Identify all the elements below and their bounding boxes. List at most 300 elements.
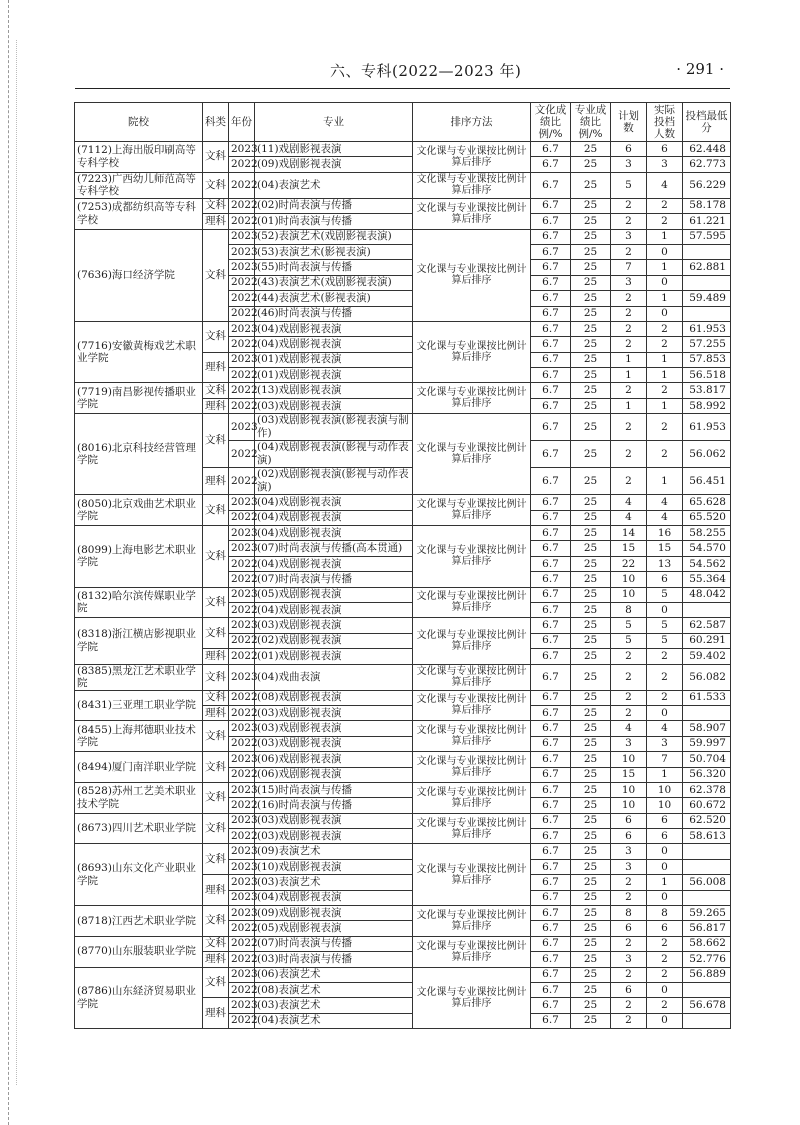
major-ratio-cell: 25	[571, 495, 611, 510]
min-score-cell: 61.953	[683, 321, 731, 336]
plan-cell: 2	[611, 936, 647, 951]
actual-cell: 7	[647, 752, 683, 767]
min-score-cell: 58.255	[683, 526, 731, 541]
min-score-cell: 54.562	[683, 556, 731, 571]
culture-ratio-cell: 6.7	[531, 172, 571, 198]
major-ratio-cell: 25	[571, 306, 611, 321]
school-name: (8718)江西艺术职业学院	[75, 906, 203, 937]
major-ratio-cell: 25	[571, 1013, 611, 1028]
min-score-cell: 50.704	[683, 752, 731, 767]
major-ratio-cell: 25	[571, 229, 611, 244]
school-name: (8099)上海电影艺术职业学院	[75, 526, 203, 588]
actual-cell: 0	[647, 275, 683, 290]
plan-cell: 15	[611, 541, 647, 556]
min-score-cell: 58.178	[683, 198, 731, 213]
culture-ratio-cell: 6.7	[531, 244, 571, 259]
category-cell: 文科	[203, 721, 229, 752]
actual-cell: 1	[647, 875, 683, 890]
major-ratio-cell: 25	[571, 859, 611, 874]
plan-cell: 2	[611, 967, 647, 982]
plan-cell: 6	[611, 142, 647, 157]
culture-ratio-cell: 6.7	[531, 875, 571, 890]
actual-cell: 0	[647, 844, 683, 859]
culture-ratio-cell: 6.7	[531, 157, 571, 172]
actual-cell: 4	[647, 510, 683, 525]
plan-cell: 2	[611, 468, 647, 495]
year-cell: 2023	[229, 526, 255, 541]
category-cell: 理科	[203, 398, 229, 413]
major-cell: (03)时尚表演与传播	[255, 952, 413, 967]
table-row	[75, 321, 731, 336]
min-score-cell	[683, 244, 731, 259]
major-ratio-cell: 25	[571, 337, 611, 352]
category-cell: 文科	[203, 172, 229, 198]
school-name: (8050)北京戏曲艺术职业学院	[75, 495, 203, 526]
major-ratio-cell: 25	[571, 844, 611, 859]
culture-ratio-cell: 6.7	[531, 214, 571, 229]
col-major: 专业	[255, 103, 413, 142]
school-name: (8016)北京科技经营管理学院	[75, 414, 203, 495]
plan-cell: 2	[611, 337, 647, 352]
major-cell: (04)戏剧影视表演	[255, 602, 413, 617]
plan-cell: 2	[611, 1013, 647, 1028]
actual-cell: 10	[647, 782, 683, 797]
category-cell: 文科	[203, 936, 229, 951]
school-name: (7112)上海出版印刷高等专科学校	[75, 142, 203, 173]
min-score-cell: 61.953	[683, 414, 731, 441]
year-cell: 2023	[229, 414, 255, 441]
major-cell: (04)戏剧影视表演(影视与动作表演)	[255, 441, 413, 468]
actual-cell: 1	[647, 468, 683, 495]
major-cell: (10)戏剧影视表演	[255, 859, 413, 874]
min-score-cell: 62.587	[683, 618, 731, 633]
culture-ratio-cell: 6.7	[531, 337, 571, 352]
actual-cell: 2	[647, 214, 683, 229]
category-cell: 文科	[203, 526, 229, 588]
major-cell: (13)戏剧影视表演	[255, 383, 413, 398]
category-cell: 文科	[203, 906, 229, 937]
min-score-cell	[683, 844, 731, 859]
major-cell: (03)戏剧影视表演	[255, 829, 413, 844]
year-cell: 2022	[229, 633, 255, 648]
school-name: (8673)四川艺术职业学院	[75, 813, 203, 844]
plan-cell: 2	[611, 690, 647, 705]
actual-cell: 5	[647, 633, 683, 648]
table-row	[75, 936, 731, 951]
method-cell: 文化课与专业课按比例计算后排序	[413, 752, 531, 783]
min-score-cell: 52.776	[683, 952, 731, 967]
min-score-cell	[683, 275, 731, 290]
table-body	[75, 142, 731, 1029]
binding-edge	[8, 0, 15, 1125]
min-score-cell: 56.062	[683, 441, 731, 468]
major-cell: (03)戏剧影视表演	[255, 398, 413, 413]
plan-cell: 2	[611, 890, 647, 905]
actual-cell: 2	[647, 952, 683, 967]
major-ratio-cell: 25	[571, 782, 611, 797]
actual-cell: 5	[647, 618, 683, 633]
actual-cell: 1	[647, 229, 683, 244]
min-score-cell	[683, 1013, 731, 1028]
category-cell: 文科	[203, 142, 229, 173]
actual-cell: 4	[647, 721, 683, 736]
major-cell: (01)戏剧影视表演	[255, 352, 413, 367]
school-name: (8455)上海邦德职业技术学院	[75, 721, 203, 752]
category-cell: 文科	[203, 198, 229, 213]
year-cell: 2022	[229, 556, 255, 571]
year-cell: 2022	[229, 214, 255, 229]
method-cell: 文化课与专业课按比例计算后排序	[413, 690, 531, 721]
plan-cell: 3	[611, 157, 647, 172]
year-cell: 2022	[229, 383, 255, 398]
culture-ratio-cell: 6.7	[531, 398, 571, 413]
year-cell: 2023	[229, 618, 255, 633]
culture-ratio-cell: 6.7	[531, 587, 571, 602]
col-school: 院校	[75, 103, 203, 142]
year-cell: 2022	[229, 602, 255, 617]
plan-cell: 2	[611, 291, 647, 306]
category-cell: 文科	[203, 618, 229, 649]
actual-cell: 0	[647, 705, 683, 720]
major-ratio-cell: 25	[571, 157, 611, 172]
actual-cell: 5	[647, 587, 683, 602]
min-score-cell: 62.773	[683, 157, 731, 172]
method-cell: 文化课与专业课按比例计算后排序	[413, 495, 531, 526]
major-cell: (06)戏剧影视表演	[255, 752, 413, 767]
year-cell: 2023	[229, 495, 255, 510]
major-cell: (53)表演艺术(影视表演)	[255, 244, 413, 259]
year-cell: 2022	[229, 572, 255, 587]
plan-cell: 22	[611, 556, 647, 571]
plan-cell: 2	[611, 383, 647, 398]
major-ratio-cell: 25	[571, 142, 611, 157]
year-cell: 2022	[229, 690, 255, 705]
school-name: (8494)厦门南洋职业学院	[75, 752, 203, 783]
min-score-cell: 59.997	[683, 736, 731, 751]
major-ratio-cell: 25	[571, 952, 611, 967]
category-cell: 文科	[203, 844, 229, 875]
actual-cell: 1	[647, 398, 683, 413]
major-cell: (07)时尚表演与传播	[255, 572, 413, 587]
major-cell: (04)戏剧影视表演	[255, 337, 413, 352]
major-cell: (04)表演艺术	[255, 172, 413, 198]
major-ratio-cell: 25	[571, 214, 611, 229]
plan-cell: 10	[611, 587, 647, 602]
culture-ratio-cell: 6.7	[531, 936, 571, 951]
method-cell: 文化课与专业课按比例计算后排序	[413, 967, 531, 1029]
major-ratio-cell: 25	[571, 649, 611, 664]
table-row	[75, 690, 731, 705]
major-cell: (03)戏剧影视表演	[255, 736, 413, 751]
major-ratio-cell: 25	[571, 291, 611, 306]
major-ratio-cell: 25	[571, 890, 611, 905]
actual-cell: 0	[647, 859, 683, 874]
actual-cell: 0	[647, 890, 683, 905]
year-cell: 2022	[229, 952, 255, 967]
major-cell: (05)戏剧影视表演	[255, 587, 413, 602]
major-ratio-cell: 25	[571, 936, 611, 951]
year-cell: 2023	[229, 782, 255, 797]
min-score-cell: 59.402	[683, 649, 731, 664]
method-cell: 文化课与专业课按比例计算后排序	[413, 526, 531, 588]
culture-ratio-cell: 6.7	[531, 859, 571, 874]
actual-cell: 0	[647, 602, 683, 617]
major-cell: (03)表演艺术	[255, 875, 413, 890]
table-row	[75, 721, 731, 736]
table-row	[75, 782, 731, 797]
category-cell: 理科	[203, 705, 229, 720]
year-cell: 2022	[229, 468, 255, 495]
major-ratio-cell: 25	[571, 813, 611, 828]
culture-ratio-cell: 6.7	[531, 618, 571, 633]
year-cell: 2023	[229, 859, 255, 874]
culture-ratio-cell: 6.7	[531, 906, 571, 921]
culture-ratio-cell: 6.7	[531, 541, 571, 556]
year-cell: 2022	[229, 398, 255, 413]
major-ratio-cell: 25	[571, 967, 611, 982]
culture-ratio-cell: 6.7	[531, 510, 571, 525]
min-score-cell	[683, 705, 731, 720]
plan-cell: 10	[611, 752, 647, 767]
min-score-cell: 56.817	[683, 921, 731, 936]
plan-cell: 3	[611, 859, 647, 874]
method-cell: 文化课与专业课按比例计算后排序	[413, 142, 531, 173]
plan-cell: 3	[611, 229, 647, 244]
year-cell: 2023	[229, 664, 255, 690]
table-row	[75, 906, 731, 921]
section-title: 六、专科(2022—2023 年)	[330, 62, 522, 80]
plan-cell: 2	[611, 214, 647, 229]
plan-cell: 15	[611, 767, 647, 782]
min-score-cell: 55.364	[683, 572, 731, 587]
major-ratio-cell: 25	[571, 352, 611, 367]
culture-ratio-cell: 6.7	[531, 690, 571, 705]
min-score-cell: 54.570	[683, 541, 731, 556]
culture-ratio-cell: 6.7	[531, 602, 571, 617]
method-cell: 文化课与专业课按比例计算后排序	[413, 721, 531, 752]
major-ratio-cell: 25	[571, 541, 611, 556]
plan-cell: 2	[611, 244, 647, 259]
culture-ratio-cell: 6.7	[531, 352, 571, 367]
year-cell: 2023	[229, 752, 255, 767]
culture-ratio-cell: 6.7	[531, 441, 571, 468]
major-cell: (04)戏剧影视表演	[255, 526, 413, 541]
plan-cell: 2	[611, 649, 647, 664]
min-score-cell: 58.992	[683, 398, 731, 413]
actual-cell: 6	[647, 572, 683, 587]
category-cell: 理科	[203, 352, 229, 383]
year-cell: 2022	[229, 337, 255, 352]
plan-cell: 14	[611, 526, 647, 541]
major-cell: (04)戏剧影视表演	[255, 556, 413, 571]
major-ratio-cell: 25	[571, 587, 611, 602]
major-cell: (11)戏剧影视表演	[255, 142, 413, 157]
year-cell: 2023	[229, 721, 255, 736]
method-cell: 文化课与专业课按比例计算后排序	[413, 321, 531, 383]
major-ratio-cell: 25	[571, 368, 611, 383]
year-cell: 2023	[229, 142, 255, 157]
major-ratio-cell: 25	[571, 414, 611, 441]
min-score-cell: 62.520	[683, 813, 731, 828]
major-cell: (16)时尚表演与传播	[255, 798, 413, 813]
actual-cell: 2	[647, 198, 683, 213]
method-cell: 文化课与专业课按比例计算后排序	[413, 906, 531, 937]
culture-ratio-cell: 6.7	[531, 321, 571, 336]
table-row	[75, 198, 731, 213]
actual-cell: 10	[647, 798, 683, 813]
min-score-cell: 53.817	[683, 383, 731, 398]
major-cell: (06)表演艺术	[255, 967, 413, 982]
plan-cell: 2	[611, 441, 647, 468]
year-cell: 2022	[229, 198, 255, 213]
major-cell: (43)表演艺术(戏剧影视表演)	[255, 275, 413, 290]
min-score-cell: 58.613	[683, 829, 731, 844]
min-score-cell: 65.520	[683, 510, 731, 525]
year-cell: 2023	[229, 260, 255, 275]
min-score-cell: 61.221	[683, 214, 731, 229]
major-cell: (02)戏剧影视表演	[255, 633, 413, 648]
min-score-cell: 62.378	[683, 782, 731, 797]
major-ratio-cell: 25	[571, 572, 611, 587]
method-cell: 文化课与专业课按比例计算后排序	[413, 172, 531, 198]
culture-ratio-cell: 6.7	[531, 952, 571, 967]
category-cell: 文科	[203, 782, 229, 813]
actual-cell: 2	[647, 441, 683, 468]
actual-cell: 2	[647, 649, 683, 664]
school-name: (8385)黑龙江艺术职业学院	[75, 664, 203, 690]
culture-ratio-cell: 6.7	[531, 1013, 571, 1028]
min-score-cell: 62.881	[683, 260, 731, 275]
min-score-cell: 56.678	[683, 998, 731, 1013]
year-cell: 2022	[229, 157, 255, 172]
major-ratio-cell: 25	[571, 441, 611, 468]
table-header-row	[75, 103, 731, 142]
major-ratio-cell: 25	[571, 721, 611, 736]
plan-cell: 2	[611, 414, 647, 441]
major-ratio-cell: 25	[571, 468, 611, 495]
major-ratio-cell: 25	[571, 798, 611, 813]
year-cell: 2022	[229, 1013, 255, 1028]
category-cell: 文科	[203, 813, 229, 844]
plan-cell: 6	[611, 921, 647, 936]
culture-ratio-cell: 6.7	[531, 767, 571, 782]
category-cell: 文科	[203, 229, 229, 321]
culture-ratio-cell: 6.7	[531, 526, 571, 541]
culture-ratio-cell: 6.7	[531, 721, 571, 736]
year-cell: 2023	[229, 906, 255, 921]
major-ratio-cell: 25	[571, 921, 611, 936]
category-cell: 文科	[203, 414, 229, 468]
min-score-cell: 65.628	[683, 495, 731, 510]
major-cell: (15)时尚表演与传播	[255, 782, 413, 797]
school-name: (7719)南昌影视传播职业学院	[75, 383, 203, 414]
major-ratio-cell: 25	[571, 321, 611, 336]
table-row	[75, 414, 731, 441]
actual-cell: 6	[647, 142, 683, 157]
year-cell: 2022	[229, 441, 255, 468]
table-row	[75, 495, 731, 510]
culture-ratio-cell: 6.7	[531, 383, 571, 398]
actual-cell: 1	[647, 260, 683, 275]
category-cell: 文科	[203, 321, 229, 352]
school-name: (7636)海口经济学院	[75, 229, 203, 321]
min-score-cell: 59.489	[683, 291, 731, 306]
year-cell: 2022	[229, 510, 255, 525]
min-score-cell: 56.229	[683, 172, 731, 198]
major-cell: (55)时尚表演与传播	[255, 260, 413, 275]
plan-cell: 6	[611, 829, 647, 844]
school-name: (8132)哈尔滨传媒职业学院	[75, 587, 203, 618]
min-score-cell: 56.082	[683, 664, 731, 690]
major-cell: (46)时尚表演与传播	[255, 306, 413, 321]
major-cell: (52)表演艺术(戏剧影视表演)	[255, 229, 413, 244]
actual-cell: 0	[647, 244, 683, 259]
method-cell: 文化课与专业课按比例计算后排序	[413, 587, 531, 618]
table-row	[75, 844, 731, 859]
year-cell: 2022	[229, 368, 255, 383]
culture-ratio-cell: 6.7	[531, 813, 571, 828]
category-cell: 文科	[203, 383, 229, 398]
school-name: (7223)广西幼儿师范高等专科学校	[75, 172, 203, 198]
actual-cell: 15	[647, 541, 683, 556]
culture-ratio-cell: 6.7	[531, 275, 571, 290]
actual-cell: 4	[647, 172, 683, 198]
year-cell: 2023	[229, 541, 255, 556]
binding-dots	[16, 40, 17, 1085]
year-cell: 2022	[229, 798, 255, 813]
year-cell: 2022	[229, 767, 255, 782]
major-ratio-cell: 25	[571, 633, 611, 648]
major-ratio-cell: 25	[571, 752, 611, 767]
method-cell: 文化课与专业课按比例计算后排序	[413, 844, 531, 906]
major-cell: (08)表演艺术	[255, 982, 413, 997]
culture-ratio-cell: 6.7	[531, 982, 571, 997]
actual-cell: 1	[647, 291, 683, 306]
culture-ratio-cell: 6.7	[531, 495, 571, 510]
year-cell: 2023	[229, 352, 255, 367]
culture-ratio-cell: 6.7	[531, 998, 571, 1013]
plan-cell: 2	[611, 998, 647, 1013]
actual-cell: 8	[647, 906, 683, 921]
year-cell: 2022	[229, 275, 255, 290]
min-score-cell	[683, 602, 731, 617]
plan-cell: 10	[611, 782, 647, 797]
culture-ratio-cell: 6.7	[531, 782, 571, 797]
category-cell: 理科	[203, 998, 229, 1029]
major-cell: (03)戏剧影视表演(影视表演与制作)	[255, 414, 413, 441]
major-ratio-cell: 25	[571, 602, 611, 617]
plan-cell: 8	[611, 906, 647, 921]
major-ratio-cell: 25	[571, 906, 611, 921]
table-row	[75, 172, 731, 198]
year-cell: 2023	[229, 967, 255, 982]
category-cell: 文科	[203, 664, 229, 690]
major-ratio-cell: 25	[571, 767, 611, 782]
major-cell: (04)戏剧影视表演	[255, 890, 413, 905]
category-cell: 文科	[203, 967, 229, 998]
actual-cell: 2	[647, 936, 683, 951]
col-category: 科类	[203, 103, 229, 142]
major-cell: (06)戏剧影视表演	[255, 767, 413, 782]
major-ratio-cell: 25	[571, 383, 611, 398]
school-name: (7716)安徽黄梅戏艺术职业学院	[75, 321, 203, 383]
actual-cell: 1	[647, 368, 683, 383]
actual-cell: 1	[647, 352, 683, 367]
table-row	[75, 229, 731, 244]
method-cell: 文化课与专业课按比例计算后排序	[413, 782, 531, 813]
major-ratio-cell: 25	[571, 618, 611, 633]
major-cell: (08)戏剧影视表演	[255, 690, 413, 705]
